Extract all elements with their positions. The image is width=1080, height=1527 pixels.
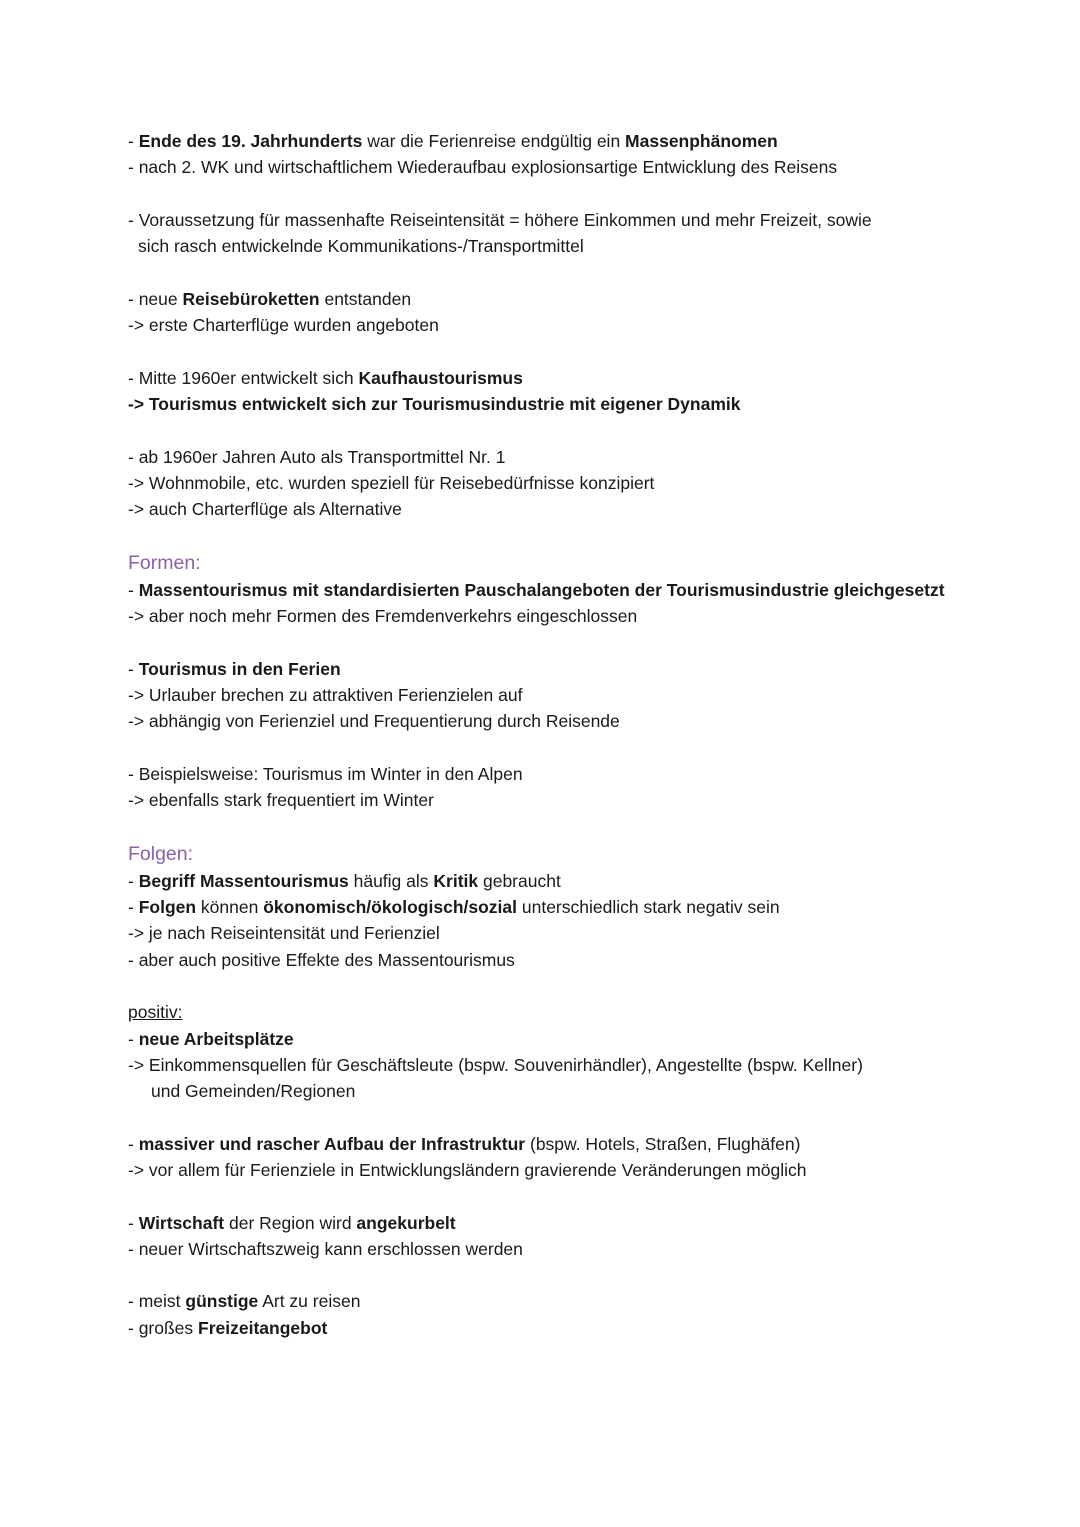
text-run: - aber auch positive Effekte des Massentourismus [128, 949, 515, 970]
text-run: - [128, 658, 139, 679]
bold-text: Ende des 19. Jahrhunderts [138, 131, 363, 151]
text-run: -> Wohnmobile, etc. wurden speziell für Reisebedürfnisse konzipiert [128, 472, 655, 493]
blank-line [128, 181, 988, 207]
bold-text: Folgen [138, 897, 197, 918]
text-line [128, 207, 988, 233]
text-line [128, 1210, 988, 1236]
text-line [128, 868, 988, 894]
text-run: - [128, 579, 139, 600]
text-run: - [128, 131, 139, 151]
formen-section [128, 577, 988, 840]
bold-text: Begriff Massentourismus [138, 870, 349, 891]
text-run: - neue [128, 288, 183, 309]
bold-text: Reisebüroketten [182, 288, 320, 309]
text-run: sich rasch entwickelnde Kommunikations-/Transportmittel [138, 236, 584, 257]
text-run: -> vor allem für Ferienziele in Entwicklungsländern gravierende Veränderungen möglich [128, 1159, 807, 1180]
text-run: - [128, 1028, 139, 1049]
text-run: war die Ferienreise endgültig ein [362, 131, 626, 151]
blank-line [128, 735, 988, 761]
text-line [128, 365, 988, 391]
text-run: - nach 2. WK und wirtschaftlichem Wiederaufbau explosionsartige Entwicklung des Reisens [128, 157, 838, 178]
text-run: - Voraussetzung für massenhafte Reiseintensität = höhere Einkommen und mehr Freizeit, sowie [128, 209, 872, 230]
text-line [128, 1288, 988, 1314]
text-run: entstanden [319, 288, 412, 309]
text-line [128, 1236, 988, 1262]
text-run: - [128, 1212, 139, 1233]
bold-text: günstige [185, 1291, 259, 1312]
text-run: - neuer Wirtschaftszweig kann erschlossen werden [128, 1238, 523, 1259]
text-run: (bspw. Hotels, Straßen, Flughäfen) [525, 1133, 801, 1154]
text-run: unterschiedlich stark negativ sein [517, 897, 780, 918]
blank-line [128, 1183, 988, 1209]
bold-text: Kritik [433, 870, 479, 891]
text-line [128, 286, 988, 312]
bold-text: Kaufhaustourismus [358, 367, 523, 388]
blank-line [128, 522, 988, 548]
blank-line [128, 417, 988, 443]
text-run: -> erste Charterflüge wurden angeboten [128, 315, 439, 336]
positiv-heading: positiv: [128, 1002, 183, 1023]
text-run: -> je nach Reiseintensität und Ferienziel [128, 923, 440, 944]
blank-line [128, 813, 988, 839]
text-line [128, 391, 988, 417]
bold-text: angekurbelt [356, 1212, 456, 1233]
text-line [128, 1052, 988, 1078]
text-line [128, 444, 988, 470]
text-line [128, 761, 988, 787]
text-line [128, 603, 988, 629]
text-line [128, 1315, 988, 1341]
text-run: -> Einkommensquellen für Geschäftsleute (bspw. Souvenirhändler), Angestellte (bspw. Kellner) [128, 1054, 863, 1075]
text-line [128, 577, 988, 603]
text-line [128, 787, 988, 813]
folgen-section [128, 868, 988, 999]
formen-heading: Formen: [128, 551, 201, 574]
text-line [128, 470, 988, 496]
text-run: - ab 1960er Jahren Auto als Transportmittel Nr. 1 [128, 446, 506, 467]
bold-text: Tourismus in den Ferien [138, 658, 341, 679]
text-line [128, 894, 988, 920]
text-run: -> auch Charterflüge als Alternative [128, 499, 402, 520]
text-line [128, 496, 988, 522]
text-line [128, 947, 988, 973]
text-run: Art zu reisen [258, 1291, 361, 1312]
text-line [128, 656, 988, 682]
text-line [128, 708, 988, 734]
bold-text: massiver und rascher Aufbau der Infrastruktur [138, 1133, 526, 1154]
bold-text: -> Tourismus entwickelt sich zur Tourismusindustrie mit eigener Dynamik [128, 393, 741, 414]
text-line [128, 312, 988, 338]
bold-text: Massenphänomen [625, 131, 778, 151]
text-run: -> Urlauber brechen zu attraktiven Ferienzielen auf [128, 684, 523, 705]
text-run: -> abhängig von Ferienziel und Frequentierung durch Reisende [128, 711, 620, 732]
notes-content [128, 128, 988, 1341]
blank-line [128, 259, 988, 285]
text-line [128, 1131, 988, 1157]
bold-text: Freizeitangebot [198, 1317, 328, 1338]
text-run: und Gemeinden/Regionen [151, 1081, 356, 1102]
bold-text: neue Arbeitsplätze [138, 1028, 294, 1049]
bold-text: Wirtschaft [138, 1212, 225, 1233]
text-run: - Mitte 1960er entwickelt sich [128, 367, 359, 388]
text-line [128, 1078, 988, 1104]
text-run: - meist [128, 1291, 186, 1312]
text-run: gebraucht [478, 870, 561, 891]
text-run: -> aber noch mehr Formen des Fremdenverkehrs eingeschlossen [128, 606, 638, 627]
blank-line [128, 1262, 988, 1288]
text-run: -> ebenfalls stark frequentiert im Winter [128, 790, 434, 811]
text-line [128, 154, 988, 180]
text-run: häufig als [348, 870, 434, 891]
bold-text: ökonomisch/ökologisch/sozial [263, 897, 517, 918]
blank-line [128, 1104, 988, 1130]
text-run: können [196, 897, 264, 918]
text-run: - Beispielsweise: Tourismus im Winter in den Alpen [128, 763, 523, 784]
text-run: - [128, 897, 139, 918]
text-run: - [128, 1133, 139, 1154]
text-run: - [128, 870, 139, 891]
text-line [128, 1026, 988, 1052]
blank-line [128, 973, 988, 999]
positiv-section [128, 1026, 988, 1342]
text-run: der Region wird [224, 1212, 357, 1233]
folgen-heading: Folgen: [128, 842, 194, 865]
text-run: - großes [128, 1317, 199, 1338]
blank-line [128, 629, 988, 655]
text-line [128, 128, 988, 154]
history-section [128, 128, 988, 549]
text-line [128, 920, 988, 946]
text-line [128, 682, 988, 708]
text-line [128, 1157, 988, 1183]
bold-text: Massentourismus mit standardisierten Pauschalangeboten der Tourismusindustrie gleichgesetzt [138, 579, 945, 600]
text-line [128, 233, 988, 259]
blank-line [128, 338, 988, 364]
